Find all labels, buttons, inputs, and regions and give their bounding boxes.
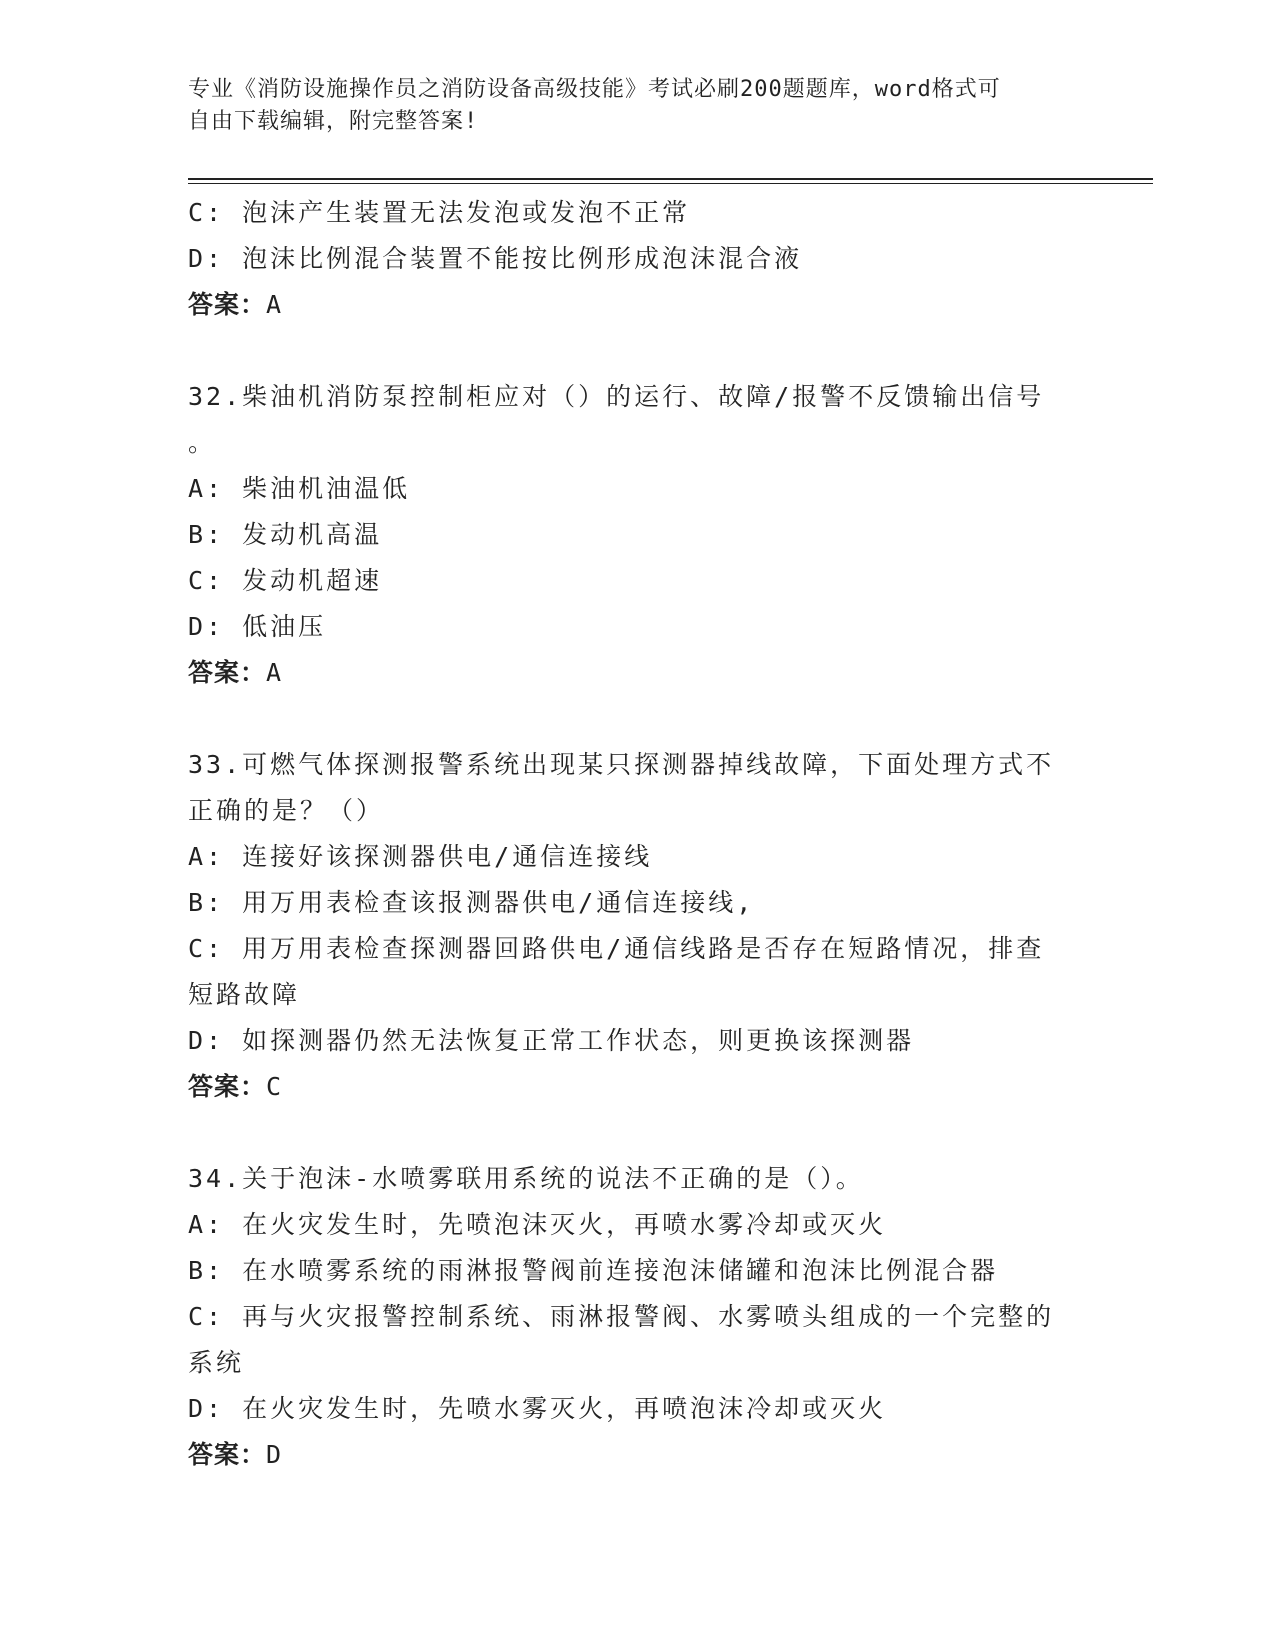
option-b: B: 用万用表检查该报测器供电/通信连接线, [188, 888, 755, 917]
spacer [188, 1110, 1088, 1156]
option-c: C: 发动机超速 [188, 566, 383, 595]
option-c: C: 再与火灾报警控制系统、雨淋报警阀、水雾喷头组成的一个完整的 [188, 1302, 1055, 1331]
answer-value: D [266, 1440, 282, 1469]
option-c-continued: 短路故障 [188, 980, 301, 1009]
option-d: D: 在火灾发生时，先喷水雾灭火，再喷泡沫冷却或灭火 [188, 1394, 887, 1423]
answer [188, 1432, 1088, 1478]
answer-value: C [266, 1072, 282, 1101]
answer [188, 1064, 1088, 1110]
header-line-2: 自由下载编辑，附完整答案! [188, 109, 479, 134]
question-list [188, 190, 1088, 1478]
option-b: B: 在水喷雾系统的雨淋报警阀前连接泡沫储罐和泡沫比例混合器 [188, 1256, 999, 1285]
option-b: B: 发动机高温 [188, 520, 383, 549]
answer-value: A [266, 290, 282, 319]
option-d: D: 泡沫比例混合装置不能按比例形成泡沫混合液 [188, 244, 803, 273]
question-33 [188, 742, 1088, 1110]
question-stem: 32.柴油机消防泵控制柜应对（）的运行、故障/报警不反馈输出信号 [188, 382, 1045, 411]
option-c-continued: 系统 [188, 1348, 245, 1377]
answer [188, 650, 1088, 696]
option-d: D: 低油压 [188, 612, 327, 641]
answer [188, 282, 1088, 328]
question-stem-continued: 。 [188, 428, 217, 457]
answer-value: A [266, 658, 282, 687]
header-line-1: 专业《消防设施操作员之消防设备高级技能》考试必刷200题题库，word格式可 [188, 77, 1001, 102]
option-c: C: 泡沫产生装置无法发泡或发泡不正常 [188, 198, 691, 227]
document-header [188, 74, 1088, 138]
answer-label: 答案： [188, 290, 267, 319]
question-34 [188, 1156, 1088, 1478]
header-divider-thin [188, 183, 1153, 184]
question-stem-continued: 正确的是？（） [188, 796, 385, 825]
option-d: D: 如探测器仍然无法恢复正常工作状态，则更换该探测器 [188, 1026, 915, 1055]
question-stem: 33.可燃气体探测报警系统出现某只探测器掉线故障，下面处理方式不 [188, 750, 1055, 779]
option-c: C: 用万用表检查探测器回路供电/通信线路是否存在短路情况，排查 [188, 934, 1045, 963]
option-a: A: 连接好该探测器供电/通信连接线 [188, 842, 653, 871]
option-a: A: 在火灾发生时，先喷泡沫灭火，再喷水雾冷却或灭火 [188, 1210, 887, 1239]
spacer [188, 696, 1088, 742]
question-32 [188, 374, 1088, 696]
header-divider-thick [188, 178, 1153, 180]
answer-label: 答案： [188, 1440, 267, 1469]
question-31-continued [188, 190, 1088, 328]
answer-label: 答案： [188, 658, 267, 687]
option-a: A: 柴油机油温低 [188, 474, 411, 503]
spacer [188, 328, 1088, 374]
answer-label: 答案： [188, 1072, 267, 1101]
question-stem: 34.关于泡沫-水喷雾联用系统的说法不正确的是（）。 [188, 1164, 864, 1193]
